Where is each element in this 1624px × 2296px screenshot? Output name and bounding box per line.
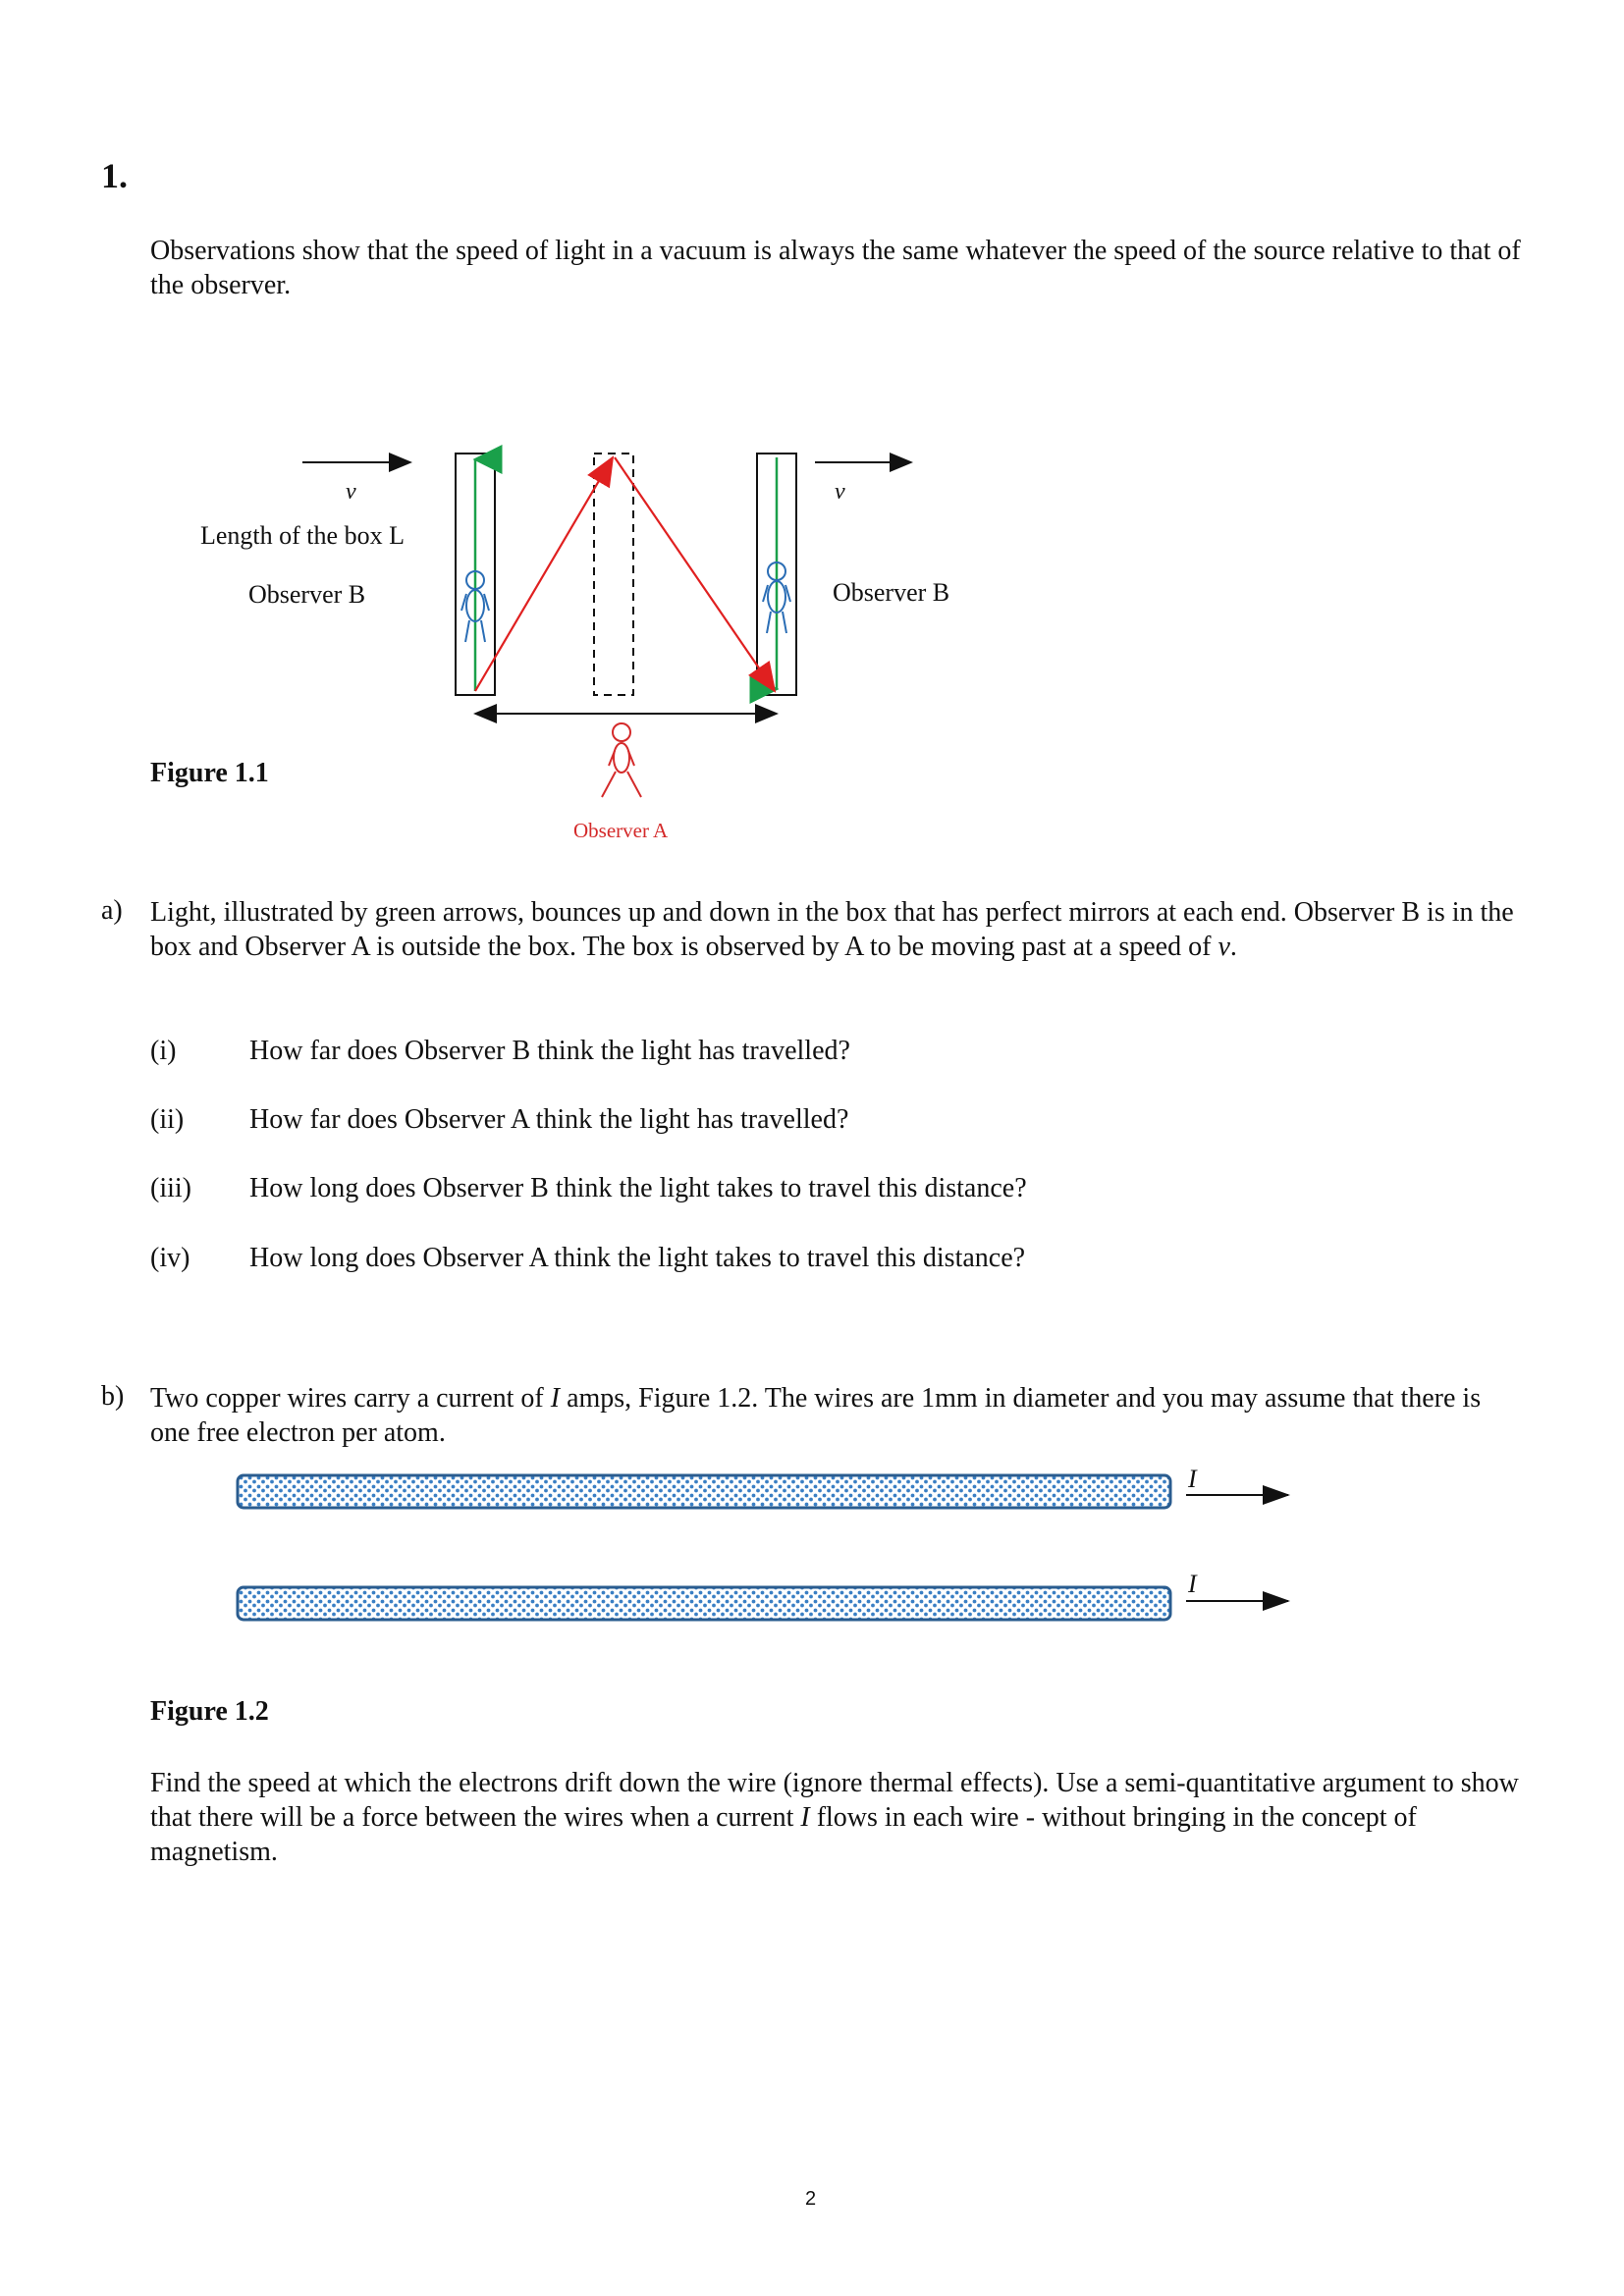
part-a-speed-symbol: v	[1218, 932, 1230, 962]
question-intro: Observations show that the speed of light in a vacuum is always the same whatever the speed of the source relative to that of the observer.	[150, 236, 1521, 300]
box-middle-dashed	[594, 454, 633, 695]
question-number: 1.	[101, 156, 128, 195]
part-b-text	[150, 1381, 1525, 1450]
current-label-2: I	[1188, 1570, 1197, 1598]
subquestion-text: How far does Observer B think the light has travelled?	[249, 1036, 850, 1066]
part-b-text-start: Two copper wires carry a current of	[150, 1383, 544, 1414]
figure-1-2-label: Figure 1.2	[150, 1696, 269, 1727]
figure-1-2-diagram	[0, 1453, 1624, 1629]
velocity-label-right: v	[835, 479, 845, 505]
copper-wire-1	[238, 1475, 1170, 1508]
part-a-text-end: .	[1229, 932, 1237, 962]
subquestion-text: How far does Observer A think the light has travelled?	[249, 1104, 849, 1135]
copper-wire-2	[238, 1587, 1170, 1620]
subquestion-number: (iv)	[150, 1243, 190, 1273]
observer-a-label: Observer A	[573, 819, 669, 842]
part-a-letter: a)	[101, 895, 123, 926]
subquestion-text: How long does Observer A think the light takes to travel this distance?	[249, 1243, 1026, 1273]
red-light-path-down	[615, 457, 775, 691]
figure-1-1-label: Figure 1.1	[150, 758, 269, 788]
part-b-current-symbol: I	[550, 1383, 561, 1414]
subquestion-text: How long does Observer B think the light takes to travel this distance?	[249, 1173, 1027, 1203]
observer-b-label-left: Observer B	[248, 580, 366, 609]
observer-a-figure	[602, 723, 641, 797]
subquestion-number: (iii)	[150, 1173, 191, 1203]
figure-1-1-diagram	[0, 422, 1624, 854]
subquestion-number: (i)	[150, 1036, 177, 1066]
part-b-followup-end: flows in each wire - without bringing in the concept of magnetism.	[150, 1802, 1417, 1867]
part-b-followup-symbol: I	[800, 1802, 810, 1833]
part-b-followup	[150, 1766, 1525, 1869]
part-b-text-end: amps, Figure 1.2. The wires are 1mm in diameter and you may assume that there is one free electron per atom.	[150, 1383, 1482, 1448]
part-a-text	[150, 895, 1525, 964]
current-label-1: I	[1188, 1465, 1197, 1493]
velocity-label-left: v	[346, 479, 356, 505]
part-b-letter: b)	[101, 1381, 125, 1412]
page-number: 2	[805, 2188, 817, 2210]
subquestion-number: (ii)	[150, 1104, 185, 1135]
box-length-label: Length of the box L	[200, 521, 405, 550]
part-a-body: Light, illustrated by green arrows, bounces up and down in the box that has perfect mirrors at each end. Observer B is in the box and Observer A is outside the box. The box is observed by A to be moving past at a speed of	[150, 897, 1514, 962]
part-b-followup-start: Find the speed at which the electrons drift down the wire (ignore thermal effects). Use a semi-quantitative argument to show that there will be a force between the wires when a current	[150, 1768, 1519, 1833]
observer-b-label-right: Observer B	[833, 578, 950, 607]
